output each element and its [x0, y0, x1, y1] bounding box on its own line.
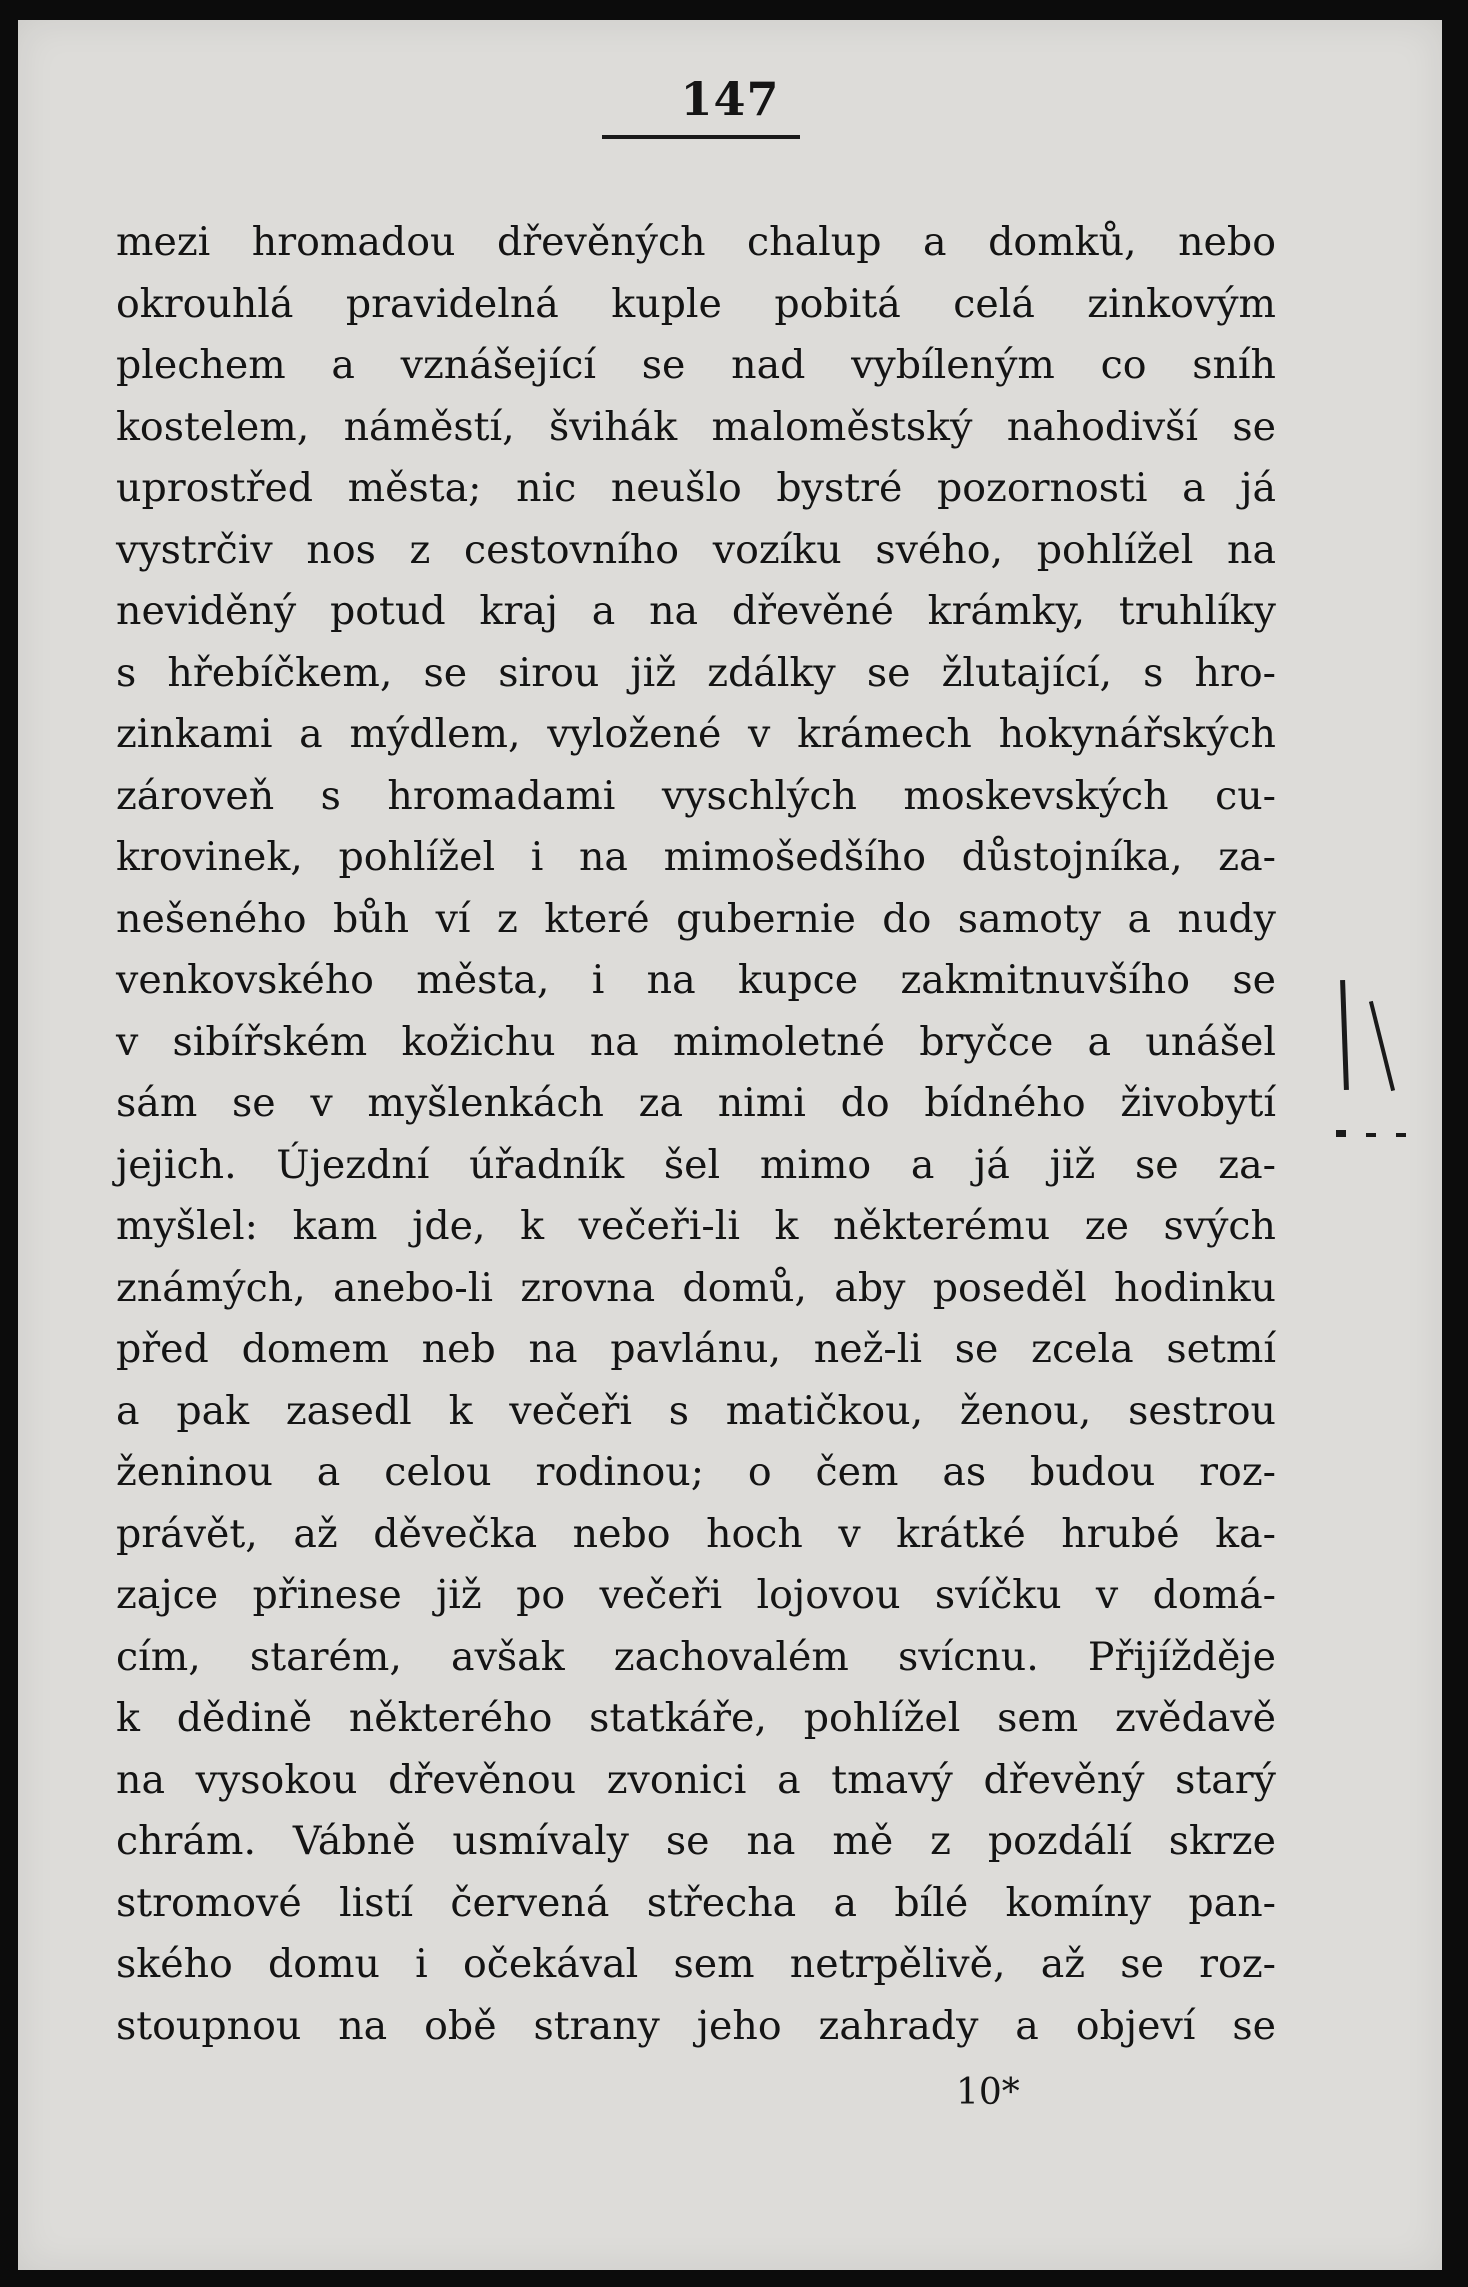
text-line: plechem a vznášející se nad vybíleným co sníh: [116, 342, 1276, 388]
body-text: [116, 212, 1276, 2057]
text-line: k dědině některého statkáře, pohlížel sem zvědavě: [116, 1695, 1276, 1741]
margin-pencil-mark: [1396, 1133, 1406, 1137]
text-line: uprostřed města; nic neušlo bystré pozornosti a já: [116, 465, 1276, 511]
text-line: mezi hromadou dřevěných chalup a domků, nebo: [116, 219, 1276, 265]
text-line: a pak zasedl k večeři s matičkou, ženou, sestrou: [116, 1387, 1276, 1434]
margin-pencil-mark: [1340, 980, 1349, 1090]
text-line: zajce přinese již po večeři lojovou svíčku v domá-: [116, 1572, 1276, 1618]
text-line: sám se v myšlenkách za nimi do bídného živobytí: [116, 1080, 1276, 1126]
text-line: před domem neb na pavlánu, než-li se zcela setmí: [116, 1326, 1276, 1372]
text-line: právět, až děvečka nebo hoch v krátké hrubé ka-: [116, 1510, 1276, 1557]
text-line: stromové listí červená střecha a bílé komíny pan-: [116, 1879, 1276, 1926]
text-line: zároveň s hromadami vyschlých moskevských cu-: [116, 772, 1276, 819]
text-line: kostelem, náměstí, švihák maloměstský nahodivší se: [116, 403, 1276, 450]
text-line: vystrčiv nos z cestovního vozíku svého, pohlížel na: [116, 526, 1276, 573]
text-line: známých, anebo-li zrovna domů, aby poseděl hodinku: [116, 1264, 1276, 1311]
text-line: s hřebíčkem, se sirou již zdálky se žlutající, s hro-: [116, 649, 1276, 696]
text-line: cím, starém, avšak zachovalém svícnu. Přijížděje: [116, 1633, 1276, 1680]
text-line: ženinou a celou rodinou; o čem as budou roz-: [116, 1449, 1276, 1495]
text-line: myšlel: kam jde, k večeři-li k některému ze svých: [116, 1203, 1276, 1249]
text-line: stoupnou na obě strany jeho zahrady a objeví se: [116, 2002, 1276, 2049]
text-line: ského domu i očekával sem netrpělivě, až se roz-: [116, 1941, 1276, 1987]
book-page: [18, 20, 1442, 2270]
text-line: zinkami a mýdlem, vyložené v krámech hokynářských: [116, 711, 1276, 757]
text-line: jejich. Újezdní úřadník šel mimo a já již se za-: [116, 1141, 1276, 1188]
signature-mark: 10*: [956, 2072, 1020, 2113]
page-number: 147: [680, 72, 780, 126]
text-line: venkovského města, i na kupce zakmitnuvšího se: [116, 957, 1276, 1003]
text-line: okrouhlá pravidelná kuple pobitá celá zinkovým: [116, 280, 1276, 327]
text-line: chrám. Vábně usmívaly se na mě z pozdálí skrze: [116, 1818, 1276, 1864]
text-line: neviděný potud kraj a na dřevěné krámky, truhlíky: [116, 588, 1276, 634]
margin-pencil-mark: [1369, 1001, 1395, 1091]
text-line: na vysokou dřevěnou zvonici a tmavý dřevěný starý: [116, 1756, 1276, 1803]
margin-pencil-mark: [1366, 1133, 1376, 1137]
text-line: nešeného bůh ví z které gubernie do samoty a nudy: [116, 895, 1276, 942]
text-line: v sibířském kožichu na mimoletné bryčce a unášel: [116, 1018, 1276, 1065]
text-line: krovinek, pohlížel i na mimošedšího důstojníka, za-: [116, 834, 1276, 880]
header-rule: [602, 135, 800, 139]
margin-pencil-mark: [1336, 1130, 1346, 1137]
